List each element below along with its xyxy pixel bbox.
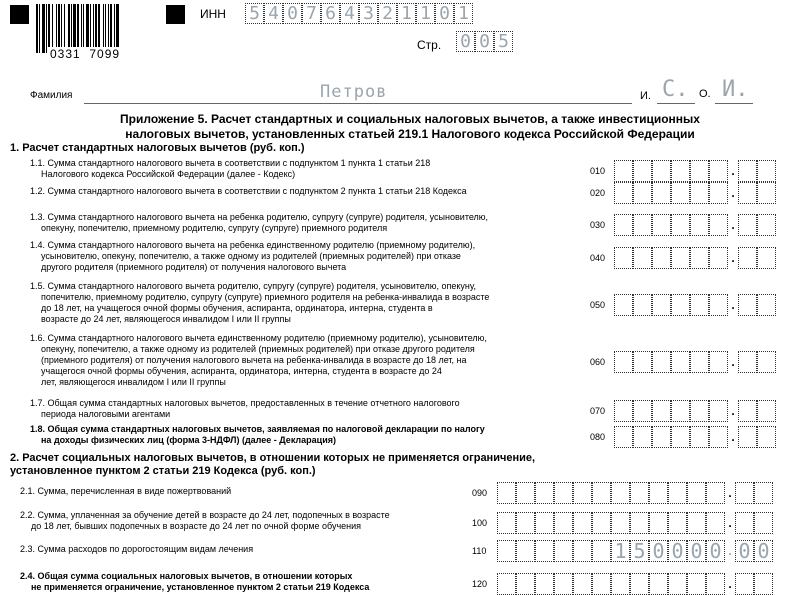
section1-row-070-int-cell [614, 400, 633, 422]
section2-row-120-int-cell [516, 573, 535, 595]
section1-row-050-description [30, 281, 489, 325]
inn-digit-5: 6 [321, 3, 340, 24]
description-line: опекуну, попечителю, а также одному из родителей (приемных родителей) при отказе другого родителя [41, 344, 475, 354]
description-line: 1.3. Сумма стандартного налогового вычета на ребенка родителю, супругу (супруге) родителя, усыновителю, [30, 212, 489, 222]
section1-row-060-dec-cell [738, 351, 757, 373]
barcode-bar [42, 4, 45, 53]
section1-row-020-description [30, 186, 467, 197]
barcode-bar [103, 4, 104, 53]
barcode-bar [93, 4, 94, 53]
description-line: периода налоговыми агентами [41, 409, 171, 419]
section1-row-020-decimal-point: . [731, 186, 735, 200]
section2-row-090-dec-cell [735, 482, 754, 504]
section2-heading [10, 452, 535, 478]
appendix-title-line2: налоговых вычетов, установленных статьей 219.1 Налогового кодекса Российской Федерации [125, 127, 695, 141]
section1-row-060-description [30, 333, 487, 388]
barcode-bar [73, 4, 76, 53]
description-line: учащегося очной формы обучения, аспиранта, ординатора, интерна, студента в возрасте до 24 [41, 366, 442, 376]
inn-digit-12: 1 [454, 3, 473, 24]
section2-row-code: 090 [472, 488, 488, 498]
section2-row-120-int-cell [706, 573, 725, 595]
section1-row-040-int-cell [690, 247, 709, 269]
barcode-bar [36, 4, 38, 53]
section2-row-code: 120 [472, 579, 488, 589]
section2-row-110-int-cell: 0 [687, 540, 706, 562]
section2-row-110-int-cell [535, 540, 554, 562]
page-digit-3: 5 [494, 31, 513, 52]
section1-row-060-int-cell [614, 351, 633, 373]
section1-row-050-int-cell [671, 294, 690, 316]
section1-row-020-dec-cell [738, 182, 757, 204]
section2-row-100-int-cell [516, 512, 535, 534]
section2-row-100-int-cell [535, 512, 554, 534]
section1-row-030-dec-cell [738, 214, 757, 236]
section1-row-060-amount-field[interactable] [614, 351, 776, 373]
barcode-bar [48, 4, 50, 53]
inn-digit-3: 0 [283, 3, 302, 24]
section1-row-080-amount-field[interactable] [614, 426, 776, 448]
section2-row-110-int-cell [497, 540, 516, 562]
section1-row-050-amount-field[interactable] [614, 294, 776, 316]
section2-row-100-int-cell [592, 512, 611, 534]
section1-row-010-int-cell [671, 160, 690, 182]
section1-row-030-int-cell [633, 214, 652, 236]
section1-row-050-int-cell [614, 294, 633, 316]
section2-row-090-int-cell [554, 482, 573, 504]
section2-row-090-int-cell [630, 482, 649, 504]
section1-row-060-int-cell [690, 351, 709, 373]
description-line: 2.3. Сумма расходов по дорогостоящим видам лечения [20, 544, 254, 554]
description-line: другого родителя (приемного родителя) от получения налогового вычета [41, 262, 347, 272]
section2-row-090-dec-cell [754, 482, 773, 504]
barcode-bar [68, 4, 70, 53]
section1-row-030-dec-cell [757, 214, 776, 236]
inn-digit-10: 1 [416, 3, 435, 24]
section1-row-080-int-cell [633, 426, 652, 448]
section1-row-080-description [30, 424, 485, 446]
section2-row-090-int-cell [706, 482, 725, 504]
barcode-bar [81, 4, 82, 53]
section1-row-050-int-cell [690, 294, 709, 316]
section1-row-050-dec-cell [738, 294, 757, 316]
section2-row-090-int-cell [516, 482, 535, 504]
section1-row-060-int-cell [671, 351, 690, 373]
section2-row-090-int-cell [535, 482, 554, 504]
section1-row-080-decimal-point: . [731, 430, 735, 444]
description-line: возрасте до 24 лет, являющегося инвалидом I или II группы [41, 314, 291, 324]
corner-marker-right [166, 5, 185, 24]
section1-row-010-amount-field[interactable] [614, 160, 776, 182]
section1-row-070-int-cell [633, 400, 652, 422]
section1-row-010-int-cell [614, 160, 633, 182]
section1-row-020-int-cell [671, 182, 690, 204]
section2-row-100-decimal-point: . [728, 516, 732, 530]
description-line: 1.2. Сумма стандартного налогового вычета в соответствии с подпунктом 2 пункта 1 статьи 218 Кодекса [30, 186, 467, 196]
section1-row-code: 080 [590, 432, 606, 442]
section2-row-120-int-cell [497, 573, 516, 595]
inn-label: ИНН [200, 7, 226, 21]
section2-row-110-decimal-point: . [728, 544, 732, 558]
description-line: не применяется ограничение, установленное пунктом 2 статьи 219 Кодекса [31, 582, 370, 592]
barcode-bar [95, 4, 97, 53]
section1-row-code: 070 [590, 406, 606, 416]
initial-o-label: О. [699, 88, 711, 100]
section1-row-070-dec-cell [738, 400, 757, 422]
description-line: 1.6. Сумма стандартного налогового вычета единственному родителю (приемному родителю), усыновителю, [30, 333, 487, 343]
barcode-bar [86, 4, 89, 53]
section1-row-030-amount-field[interactable] [614, 214, 776, 236]
surname-value[interactable]: Петров [320, 82, 388, 102]
section1-row-080-int-cell [690, 426, 709, 448]
appendix-title [60, 112, 760, 142]
section1-row-040-int-cell [614, 247, 633, 269]
section1-row-060-int-cell [709, 351, 728, 373]
section2-heading-line1: 2. Расчет социальных налоговых вычетов, в отношении которых не применяется ограничение, [10, 452, 536, 464]
section2-row-100-int-cell [668, 512, 687, 534]
description-line: (приемного родителя) от получения налогового вычета на ребенка-инвалида в возрасте до 18 лет, на [41, 355, 467, 365]
surname-label: Фамилия [30, 90, 73, 101]
barcode-bar [64, 4, 65, 53]
section1-row-060-dec-cell [757, 351, 776, 373]
inn-digit-11: 0 [435, 3, 454, 24]
section1-row-080-dec-cell [757, 426, 776, 448]
description-line: попечителю, приемному родителю, супругу (супруге) приемного родителя на ребенка-инвалида в возрасте [41, 292, 490, 302]
section1-row-050-dec-cell [757, 294, 776, 316]
section1-row-050-decimal-point: . [731, 298, 735, 312]
section2-row-120-int-cell [554, 573, 573, 595]
section2-row-120-int-cell [573, 573, 592, 595]
section1-row-060-int-cell [652, 351, 671, 373]
barcode-bar [58, 4, 60, 53]
section2-row-120-int-cell [611, 573, 630, 595]
section1-row-code: 060 [590, 357, 606, 367]
section2-row-090-int-cell [687, 482, 706, 504]
section1-row-010-description [30, 158, 430, 180]
description-line: 2.2. Сумма, уплаченная за обучение детей в возрасте до 24 лет, подопечных в возрасте [20, 510, 390, 520]
section2-row-090-int-cell [497, 482, 516, 504]
section2-row-110-dec-cell: 0 [754, 540, 773, 562]
barcode-bar [90, 4, 91, 53]
section1-row-070-int-cell [652, 400, 671, 422]
appendix-title-line1: Приложение 5. Расчет стандартных и социальных налоговых вычетов, а также инвестиционных [120, 112, 700, 126]
barcode-bar [114, 4, 115, 53]
barcode-bar [108, 4, 109, 53]
section1-row-060-int-cell [633, 351, 652, 373]
description-line: 2.4. Общая сумма социальных налоговых вычетов, в отношении которых [20, 571, 353, 581]
section1-heading: 1. Расчет стандартных налоговых вычетов (руб. коп.) [10, 142, 305, 154]
section2-row-110-description [20, 544, 253, 555]
section2-row-090-int-cell [573, 482, 592, 504]
description-line: 2.1. Сумма, перечисленная в виде пожертвований [20, 486, 232, 496]
initial-i-label: И. [640, 90, 651, 102]
section1-row-050-int-cell [709, 294, 728, 316]
section1-row-010-dec-cell [757, 160, 776, 182]
page-number-field[interactable] [456, 31, 513, 52]
section1-row-030-int-cell [690, 214, 709, 236]
section1-row-030-int-cell [671, 214, 690, 236]
section1-row-020-amount-field[interactable] [614, 182, 776, 204]
inn-digit-7: 3 [359, 3, 378, 24]
section1-row-070-amount-field[interactable] [614, 400, 776, 422]
description-line: Налогового кодекса Российской Федерации (далее - Кодекс) [41, 169, 296, 179]
section1-row-050-int-cell [633, 294, 652, 316]
section1-row-040-int-cell [652, 247, 671, 269]
section2-row-110-amount-field[interactable] [497, 540, 773, 562]
description-line: опекуну, попечителю, приемному родителю, супругу (супруге) приемного родителя [41, 223, 388, 233]
inn-digit-9: 1 [397, 3, 416, 24]
section1-row-040-description [30, 240, 475, 273]
barcode-bar [56, 4, 57, 53]
section1-row-040-int-cell [633, 247, 652, 269]
section2-row-120-int-cell [668, 573, 687, 595]
section2-row-090-amount-field[interactable] [497, 482, 773, 504]
barcode-bar [110, 4, 112, 53]
section2-row-100-dec-cell [754, 512, 773, 534]
section2-row-120-decimal-point: . [728, 577, 732, 591]
section2-row-090-decimal-point: . [728, 486, 732, 500]
barcode-number: 0331 7099 [47, 47, 123, 61]
section1-row-010-int-cell [690, 160, 709, 182]
barcode-bar [83, 4, 84, 53]
description-line: 1.8. Общая сумма стандартных налоговых вычетов, заявляемая по налоговой декларации по налогу [30, 424, 485, 434]
section2-row-120-int-cell [535, 573, 554, 595]
section2-row-110-int-cell: 5 [630, 540, 649, 562]
section1-row-070-int-cell [690, 400, 709, 422]
section2-row-110-int-cell [554, 540, 573, 562]
section2-row-110-int-cell: 0 [668, 540, 687, 562]
inn-digit-4: 7 [302, 3, 321, 24]
section1-row-080-dec-cell [738, 426, 757, 448]
barcode-bar [77, 4, 79, 53]
section1-row-080-int-cell [652, 426, 671, 448]
section1-row-030-int-cell [652, 214, 671, 236]
section2-row-100-int-cell [497, 512, 516, 534]
section1-row-030-description [30, 212, 488, 234]
surname-line [84, 103, 632, 104]
barcode-bar [71, 4, 72, 53]
description-line: усыновителю, опекуну, попечителю, а также одному из родителей (приемных родителей) при отказе [41, 251, 461, 261]
section2-row-110-int-cell [516, 540, 535, 562]
section1-row-030-int-cell [709, 214, 728, 236]
description-line: лет, являющегося инвалидом I или II группы [41, 377, 226, 387]
section1-row-080-int-cell [614, 426, 633, 448]
section1-row-040-decimal-point: . [731, 251, 735, 265]
barcode-bar [61, 4, 62, 53]
section2-row-100-int-cell [687, 512, 706, 534]
section1-row-070-dec-cell [757, 400, 776, 422]
section1-row-030-int-cell [614, 214, 633, 236]
section2-row-120-int-cell [649, 573, 668, 595]
section2-row-100-description [20, 510, 390, 532]
section2-row-100-int-cell [649, 512, 668, 534]
barcode-bar [105, 4, 106, 53]
corner-marker-left [10, 5, 29, 24]
section2-row-100-dec-cell [735, 512, 754, 534]
section2-heading-line2: установленное пунктом 2 статьи 219 Кодекса (руб. коп.) [10, 465, 316, 477]
section2-row-code: 110 [472, 546, 487, 556]
barcode-bar [39, 4, 40, 53]
initial-i-value[interactable]: С. [662, 77, 689, 102]
section2-row-100-int-cell [630, 512, 649, 534]
section1-row-code: 020 [590, 188, 606, 198]
section1-row-070-decimal-point: . [731, 404, 735, 418]
inn-digit-6: 4 [340, 3, 359, 24]
section1-row-010-dec-cell [738, 160, 757, 182]
section2-row-090-int-cell [649, 482, 668, 504]
section1-row-040-int-cell [709, 247, 728, 269]
inn-field[interactable] [245, 3, 473, 24]
section1-row-070-description [30, 398, 460, 420]
initial-i-line [657, 103, 695, 104]
section1-row-020-int-cell [690, 182, 709, 204]
section1-row-code: 050 [590, 300, 606, 310]
section1-row-050-int-cell [652, 294, 671, 316]
section2-row-120-dec-cell [754, 573, 773, 595]
section2-row-100-amount-field[interactable] [497, 512, 773, 534]
section1-row-020-int-cell [652, 182, 671, 204]
section1-row-040-dec-cell [738, 247, 757, 269]
barcode-bar [52, 4, 53, 53]
barcode-bar [98, 4, 100, 53]
section2-row-110-dec-cell: 0 [735, 540, 754, 562]
section2-row-090-int-cell [592, 482, 611, 504]
section1-row-040-int-cell [671, 247, 690, 269]
section1-row-code: 040 [590, 253, 606, 263]
section2-row-120-int-cell [592, 573, 611, 595]
section1-row-020-int-cell [709, 182, 728, 204]
initial-o-value[interactable]: И. [722, 77, 749, 102]
section1-row-010-int-cell [709, 160, 728, 182]
section1-row-020-int-cell [614, 182, 633, 204]
section1-row-080-int-cell [709, 426, 728, 448]
inn-digit-1: 5 [245, 3, 264, 24]
section2-row-110-int-cell [573, 540, 592, 562]
section1-row-080-int-cell [671, 426, 690, 448]
page-digit-1: 0 [456, 31, 475, 52]
page-digit-2: 0 [475, 31, 494, 52]
page-label: Стр. [417, 38, 442, 52]
description-line: до 18 лет, на учащегося очной формы обучения, аспиранта, ординатора, интерна, студента в [41, 303, 433, 313]
section2-row-100-int-cell [706, 512, 725, 534]
section2-row-090-int-cell [611, 482, 630, 504]
section1-row-060-decimal-point: . [731, 355, 735, 369]
section2-row-120-amount-field[interactable] [497, 573, 773, 595]
inn-digit-2: 4 [264, 3, 283, 24]
initial-o-line [715, 103, 753, 104]
description-line: 1.1. Сумма стандартного налогового вычета в соответствии с подпунктом 1 пункта 1 статьи 218 [30, 158, 431, 168]
section2-row-100-int-cell [554, 512, 573, 534]
section2-row-090-int-cell [668, 482, 687, 504]
section1-row-010-int-cell [652, 160, 671, 182]
section2-row-110-int-cell [592, 540, 611, 562]
section2-row-100-int-cell [611, 512, 630, 534]
section1-row-070-int-cell [709, 400, 728, 422]
section2-row-code: 100 [472, 518, 488, 528]
description-line: 1.5. Сумма стандартного налогового вычета родителю, супругу (супруге) родителя, усыновителю, опекуну, [30, 281, 476, 291]
section2-row-120-description [20, 571, 369, 593]
description-line: 1.4. Сумма стандартного налогового вычета на ребенка единственному родителю (приемному родителю), [30, 240, 476, 250]
section2-row-120-dec-cell [735, 573, 754, 595]
section2-row-110-int-cell: 0 [649, 540, 668, 562]
section2-row-120-int-cell [630, 573, 649, 595]
section1-row-070-int-cell [671, 400, 690, 422]
section1-row-010-decimal-point: . [731, 164, 735, 178]
section1-row-030-decimal-point: . [731, 218, 735, 232]
description-line: на доходы физических лиц (форма 3-НДФЛ) (далее - Декларация) [41, 435, 336, 445]
barcode-bar [46, 4, 47, 53]
barcode-bar [116, 4, 119, 53]
section2-row-120-int-cell [687, 573, 706, 595]
section1-row-020-int-cell [633, 182, 652, 204]
section1-row-040-dec-cell [757, 247, 776, 269]
description-line: до 18 лет, бывших подопечных в возрасте до 24 лет по очной форме обучения [31, 521, 362, 531]
inn-digit-8: 2 [378, 3, 397, 24]
section1-row-010-int-cell [633, 160, 652, 182]
section1-row-040-amount-field[interactable] [614, 247, 776, 269]
section1-row-code: 010 [590, 166, 606, 176]
section2-row-090-description [20, 486, 231, 497]
section1-row-code: 030 [590, 220, 606, 230]
section1-row-020-dec-cell [757, 182, 776, 204]
section2-row-110-int-cell: 1 [611, 540, 630, 562]
section2-row-100-int-cell [573, 512, 592, 534]
section2-row-110-int-cell: 0 [706, 540, 725, 562]
description-line: 1.7. Общая сумма стандартных налоговых вычетов, предоставленных в течение отчетного налогового [30, 398, 460, 408]
